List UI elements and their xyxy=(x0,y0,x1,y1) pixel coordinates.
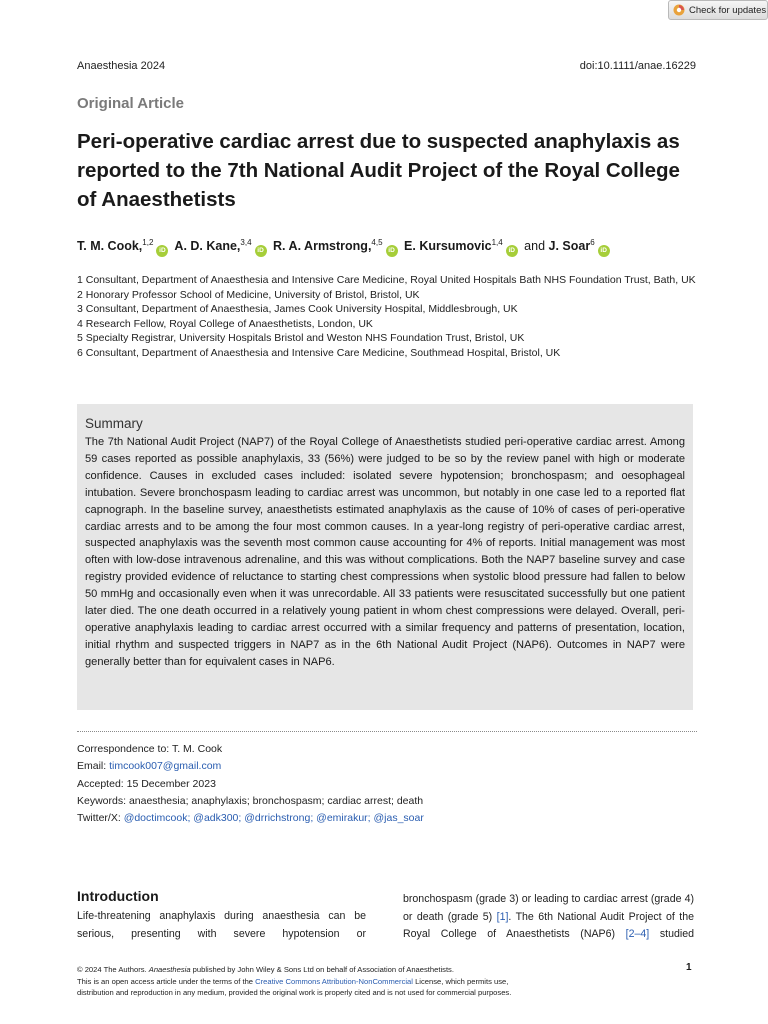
check-for-updates-label: Check for updates xyxy=(689,4,767,16)
keywords-text: anaesthesia; anaphylaxis; bronchospasm; cardiac arrest; death xyxy=(128,794,424,807)
orcid-icon[interactable]: iD xyxy=(506,245,518,257)
affiliation-item: 5 Specialty Registrar, University Hospitals Bristol and Weston NHS Foundation Trust, Bristol, UK xyxy=(77,332,525,345)
article-type-label: Original Article xyxy=(77,95,184,112)
author-list xyxy=(77,238,697,257)
author-conjunction: and xyxy=(524,239,546,254)
intro-left-column: Life-threatening anaphylaxis during anaesthesia can be serious, presenting with severe hypotension or xyxy=(77,910,366,940)
orcid-icon[interactable]: iD xyxy=(255,245,267,257)
orcid-icon[interactable]: iD xyxy=(598,245,610,257)
author-name[interactable]: E. Kursumovic xyxy=(404,239,492,254)
intro-right-column xyxy=(403,891,694,944)
keywords-label: Keywords: xyxy=(77,794,129,807)
footer-line xyxy=(77,976,677,988)
twitter-line xyxy=(77,810,424,827)
copyright-footer xyxy=(77,964,677,999)
affiliation-item: 3 Consultant, Department of Anaesthesia, James Cook University Hospital, Middlesbrough, UK xyxy=(77,303,518,316)
author-affil-sup: 1,2 xyxy=(142,238,154,247)
footer-text: © 2024 The Authors. xyxy=(77,965,149,974)
footer-text: This is an open access article under the terms of the xyxy=(77,976,256,986)
keywords-line xyxy=(77,793,424,810)
crossmark-icon xyxy=(673,4,685,16)
doi-text[interactable]: doi:10.1111/anae.16229 xyxy=(579,60,696,72)
author-affil-sup: 1,4 xyxy=(491,238,503,247)
author-name[interactable]: R. A. Armstrong, xyxy=(273,239,372,254)
email-label: Email: xyxy=(77,760,110,773)
intro-right-text: . The 6th National Audit Project of the Royal College of Anaesthetists (NAP6) xyxy=(403,910,694,941)
citation-link[interactable]: [2–4] xyxy=(625,928,650,941)
article-title: Peri-operative cardiac arrest due to suspected anaphylaxis as reported to the 7th National Audit Project of the Royal College of Anaesthetists xyxy=(77,130,680,211)
email-line xyxy=(77,758,424,775)
summary-heading: Summary xyxy=(85,416,143,431)
orcid-icon[interactable]: iD xyxy=(156,245,168,257)
affiliation-item: 1 Consultant, Department of Anaesthesia and Intensive Care Medicine, Royal United Hospitals Bath NHS Foundation Trust, Bath, UK xyxy=(77,274,696,286)
author-name[interactable]: J. Soar xyxy=(548,239,591,254)
affiliations xyxy=(77,273,697,361)
intro-right-text: studied xyxy=(649,928,694,941)
page-number: 1 xyxy=(686,962,692,973)
author-affil-sup: 4,5 xyxy=(371,238,383,247)
article-meta xyxy=(77,741,424,827)
footer-text: License, which permits use, xyxy=(412,976,509,986)
summary-text: The 7th National Audit Project (NAP7) of the Royal College of Anaesthetists studied peri-operative cardiac arrest. Among 59 cases reported as possible anaphylaxis, 33 (56%) were judged to be so by the review panel with high or moderate confidence. Causes in excluded cases included: isolated severe hypotension; bronchospasm; and oesophageal intubation. Severe bronchospasm leading to cardiac arrest was uncommon, but notably in one case led to a reported flat capnograph. In the baseline survey, anaesthetists estimated anaphylaxis as the cause of 10% of cases of peri-operative cardiac arrests and to be among the four most common causes. In a year-long registry of peri-operative cardiac arrest, suspected anaphylaxis was the seventh most common cause accounting for 4% of reports. Initial management was most often with low-dose intravenous adrenaline, and this was without complications. Both the NAP7 baseline survey and case registry provided evidence of reluctance to starting chest compressions when systolic blood pressure had fallen to below 50 mmHg and occasionally even when it was unrecordable. All 33 patients were resuscitated successfully but one patient later died. The one death occurred in a relatively young patient in whom chest compressions were delayed. Overall, peri-operative anaphylaxis leading to cardiac arrest occurred with a similar frequency and patterns of presentation, location, initial rhythm and suspected triggers in NAP7 as in the 6th National Audit Project (NAP6). Outcomes in NAP7 were generally better than for equivalent cases in NAP6. xyxy=(85,436,685,668)
intro-right-text: bronchospasm (grade 3) or leading to cardiac arrest (grade 4) or death (grade 5) xyxy=(403,893,694,923)
journal-running-head: Anaesthesia 2024 xyxy=(77,60,166,72)
author-affil-sup: 3,4 xyxy=(240,238,252,247)
twitter-label: Twitter/X: xyxy=(77,812,124,825)
affiliation-item: 2 Honorary Professor School of Medicine, University of Bristol, Bristol, UK xyxy=(77,288,420,301)
footer-line xyxy=(77,964,677,976)
author-name[interactable]: T. M. Cook, xyxy=(77,239,143,254)
citation-link[interactable]: [1] xyxy=(496,910,509,923)
footer-line: distribution and reproduction in any medium, provided the original work is properly cited and is not used for commercial purposes. xyxy=(77,988,512,998)
footer-journal-name: Anaesthesia xyxy=(148,965,191,974)
author-name[interactable]: A. D. Kane, xyxy=(174,239,241,254)
accepted-line: Accepted: 15 December 2023 xyxy=(77,777,216,790)
author-affil-sup: 6 xyxy=(590,238,595,247)
orcid-icon[interactable]: iD xyxy=(386,245,398,257)
twitter-handles[interactable]: @doctimcook; @adk300; @drrichstrong; @emirakur; @jas_soar xyxy=(123,812,424,825)
check-for-updates-button[interactable] xyxy=(668,0,768,20)
email-link[interactable]: timcook007@gmail.com xyxy=(109,760,222,773)
correspondence-line: Correspondence to: T. M. Cook xyxy=(77,743,223,755)
footer-text: published by John Wiley & Sons Ltd on behalf of Association of Anaesthetists. xyxy=(190,965,454,974)
affiliation-item: 6 Consultant, Department of Anaesthesia and Intensive Care Medicine, Southmead Hospital, Bristol, UK xyxy=(77,346,561,359)
summary-box xyxy=(77,404,693,710)
affiliation-item: 4 Research Fellow, Royal College of Anaesthetists, London, UK xyxy=(77,317,373,330)
license-link[interactable]: Creative Commons Attribution-NonCommercial xyxy=(255,976,413,986)
introduction-heading: Introduction xyxy=(77,888,159,904)
dotted-divider xyxy=(77,731,697,732)
